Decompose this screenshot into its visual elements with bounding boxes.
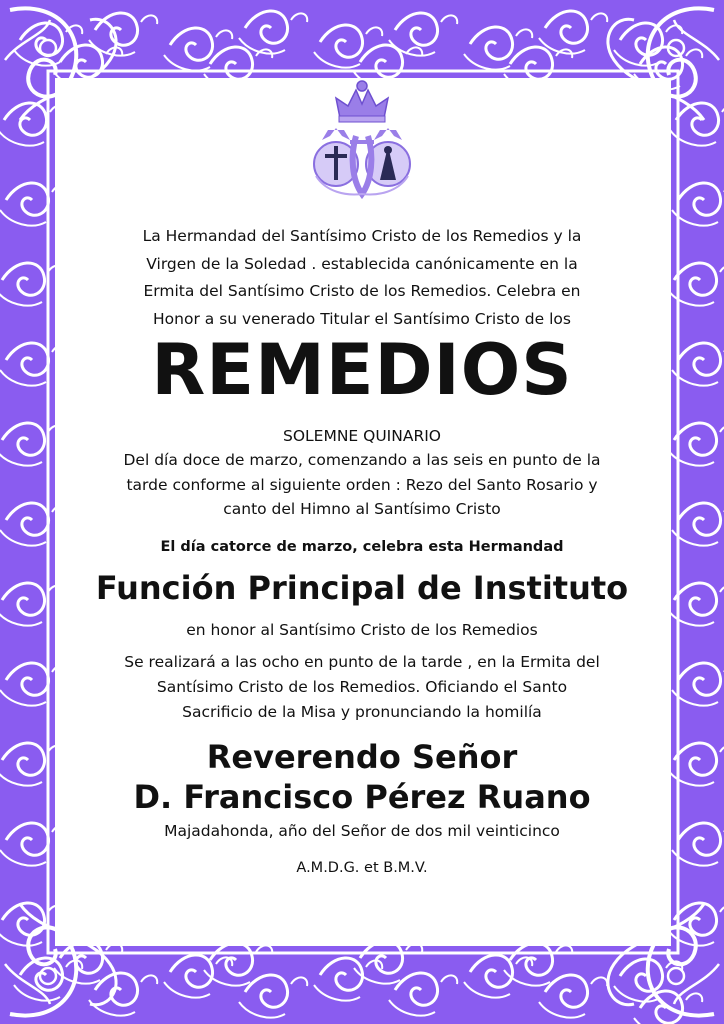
intro-line: Virgen de la Soledad . establecida canónicamente en la (146, 254, 578, 273)
intro-line: Ermita del Santísimo Cristo de los Remedios. Celebra en (143, 282, 581, 300)
schedule-text (0, 448, 724, 522)
function-title: Función Principal de Instituto (95, 569, 629, 607)
place-date: Majadahonda, año del Señor de dos mil veinticinco (164, 822, 560, 840)
schedule-line: tarde conforme al siguiente orden : Rezo del Santo Rosario y (126, 475, 598, 494)
preacher-name: D. Francisco Pérez Ruano (133, 778, 591, 816)
brotherhood-crest-icon (306, 76, 418, 200)
intro-line: Honor a su venerado Titular el Santísimo Cristo de los (153, 309, 571, 328)
schedule-line: canto del Himno al Santísimo Cristo (223, 500, 501, 518)
subtitle: SOLEMNE QUINARIO (282, 427, 441, 445)
schedule-line: Del día doce de marzo, comenzando a las seis en punto de la (123, 451, 601, 469)
reverend-line: Reverendo Señor (206, 738, 518, 776)
honor-line: en honor al Santísimo Cristo de los Remedios (186, 621, 538, 639)
details-line: Santísimo Cristo de los Remedios. Oficiando el Santo (156, 678, 568, 696)
intro-line: La Hermandad del Santísimo Cristo de los Remedios y la (142, 227, 582, 245)
main-title: REMEDIOS (151, 329, 573, 411)
celebration-line: El día catorce de marzo, celebra esta Hermandad (160, 539, 564, 555)
details-line: Se realizará a las ocho en punto de la tarde , en la Ermita del (124, 653, 600, 671)
intro-text (0, 223, 724, 333)
motto: A.M.D.G. et B.M.V. (296, 860, 428, 876)
details-text (0, 650, 724, 725)
details-line: Sacrificio de la Misa y pronunciando la homilía (182, 703, 542, 721)
